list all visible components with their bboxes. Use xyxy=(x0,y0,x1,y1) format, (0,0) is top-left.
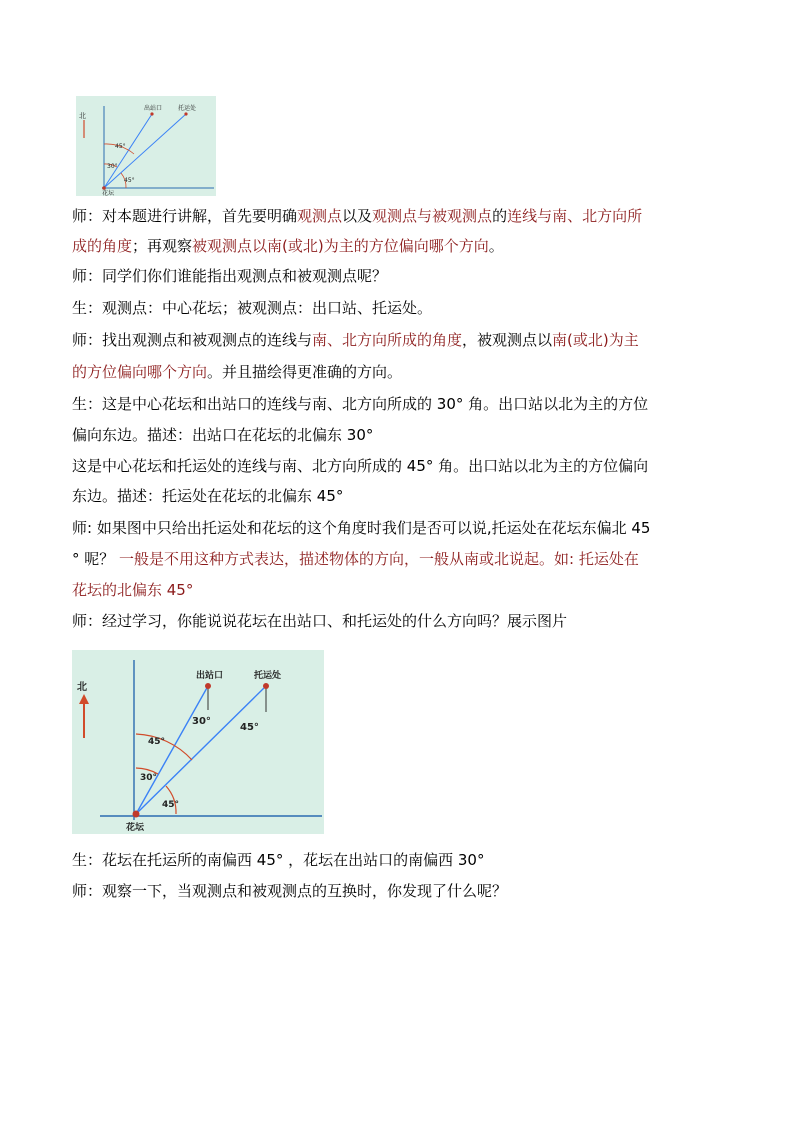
text-segment: 成的角度 xyxy=(72,237,133,255)
text-segment: 被观测点以南(或北)为主的方位偏向哪个方向 xyxy=(192,237,489,255)
label-exit: 出站口 xyxy=(144,105,163,112)
text-segment: 连线与南、北方向所 xyxy=(507,207,643,225)
origin-label: 花坛 xyxy=(102,190,115,196)
text-line-11 xyxy=(72,518,732,538)
text-segment: 师：经过学习，你能说说花坛在出站口、和托运处的什么方向吗？展示图片 xyxy=(72,612,568,630)
text-segment: 一般是不用这种方式表达，描述物体的方向，一般从南或北说起。如: 托运处在 xyxy=(119,550,639,568)
origin-label: 花坛 xyxy=(126,823,145,833)
text-line-5 xyxy=(72,330,732,350)
label-baggage: 托运处 xyxy=(178,105,197,112)
text-segment: 师：对本题进行讲解，首先要明确 xyxy=(72,207,298,225)
text-segment: 。 xyxy=(488,237,504,255)
figure-small xyxy=(76,96,216,196)
text-line-14 xyxy=(72,611,732,631)
angle-45-upper: 45° xyxy=(148,737,166,747)
text-segment: 生：这是中心花坛和出站口的连线与南、北方向所成的 30° 角。出口站以北为主的方位 xyxy=(72,395,649,413)
text-line-8 xyxy=(72,425,732,445)
text-segment: 师: 如果图中只给出托运处和花坛的这个角度时我们是否可以说,托运处在花坛东偏北 45 xyxy=(72,519,651,537)
text-segment: 观测点 xyxy=(297,207,343,225)
text-line-15 xyxy=(72,850,732,870)
text-segment: 的方位偏向哪个方向 xyxy=(72,363,208,381)
angle-45-upper: 45° xyxy=(115,143,126,150)
figure-large xyxy=(72,650,324,834)
text-segment: 东边。描述：托运处在花坛的北偏东 45° xyxy=(72,487,344,505)
ray-baggage xyxy=(136,686,266,814)
text-segment: 花坛的北偏东 45° xyxy=(72,581,194,599)
text-line-1 xyxy=(72,206,732,226)
text-segment: 生：观测点：中心花坛；被观测点：出口站、托运处。 xyxy=(72,299,433,317)
north-label: 北 xyxy=(77,682,87,693)
direction-diagram-large xyxy=(72,650,324,834)
text-segment: 南(或北)为主 xyxy=(552,331,639,349)
text-line-12 xyxy=(72,549,732,569)
text-line-9 xyxy=(72,456,732,476)
text-segment: ，被观测点以 xyxy=(462,331,553,349)
text-segment: 南、北方向所成的角度 xyxy=(312,331,463,349)
text-segment: 的 xyxy=(492,207,508,225)
text-segment: ° 呢？ xyxy=(72,550,120,568)
text-line-16 xyxy=(72,881,732,901)
text-segment: 以及 xyxy=(342,207,373,225)
angle-30-top: 30° xyxy=(192,716,211,727)
angle-30: 30° xyxy=(140,773,158,783)
label-baggage: 托运处 xyxy=(254,671,282,681)
label-exit: 出站口 xyxy=(196,671,224,681)
text-segment: ；再观察 xyxy=(132,237,193,255)
text-segment: 生：花坛在托运所的南偏西 45° ，花坛在出站口的南偏西 30° xyxy=(72,851,485,869)
angle-45-top: 45° xyxy=(240,722,259,733)
north-label: 北 xyxy=(79,112,86,120)
text-line-4 xyxy=(72,298,732,318)
text-segment: 偏向东边。描述：出站口在花坛的北偏东 30° xyxy=(72,426,374,444)
angle-45-lower: 45° xyxy=(162,800,180,810)
text-line-10 xyxy=(72,486,732,506)
text-line-6 xyxy=(72,362,732,382)
text-line-2 xyxy=(72,236,732,256)
text-segment: 观测点与被观测点 xyxy=(372,207,493,225)
text-line-7 xyxy=(72,394,732,414)
text-segment: 师：观察一下，当观测点和被观测点的互换时，你发现了什么呢？ xyxy=(72,882,508,900)
angle-45-lower: 45° xyxy=(124,177,135,184)
text-line-13 xyxy=(72,580,732,600)
text-line-3 xyxy=(72,266,732,286)
text-segment: 这是中心花坛和托运处的连线与南、北方向所成的 45° 角。出口站以北为主的方位偏向 xyxy=(72,457,649,475)
text-segment: 。并且描绘得更准确的方向。 xyxy=(207,363,403,381)
text-segment: 师：找出观测点和被观测点的连线与 xyxy=(72,331,313,349)
text-segment: 师：同学们你们谁能指出观测点和被观测点呢？ xyxy=(72,267,388,285)
angle-30: 30° xyxy=(107,163,118,170)
direction-diagram-small xyxy=(76,96,216,196)
